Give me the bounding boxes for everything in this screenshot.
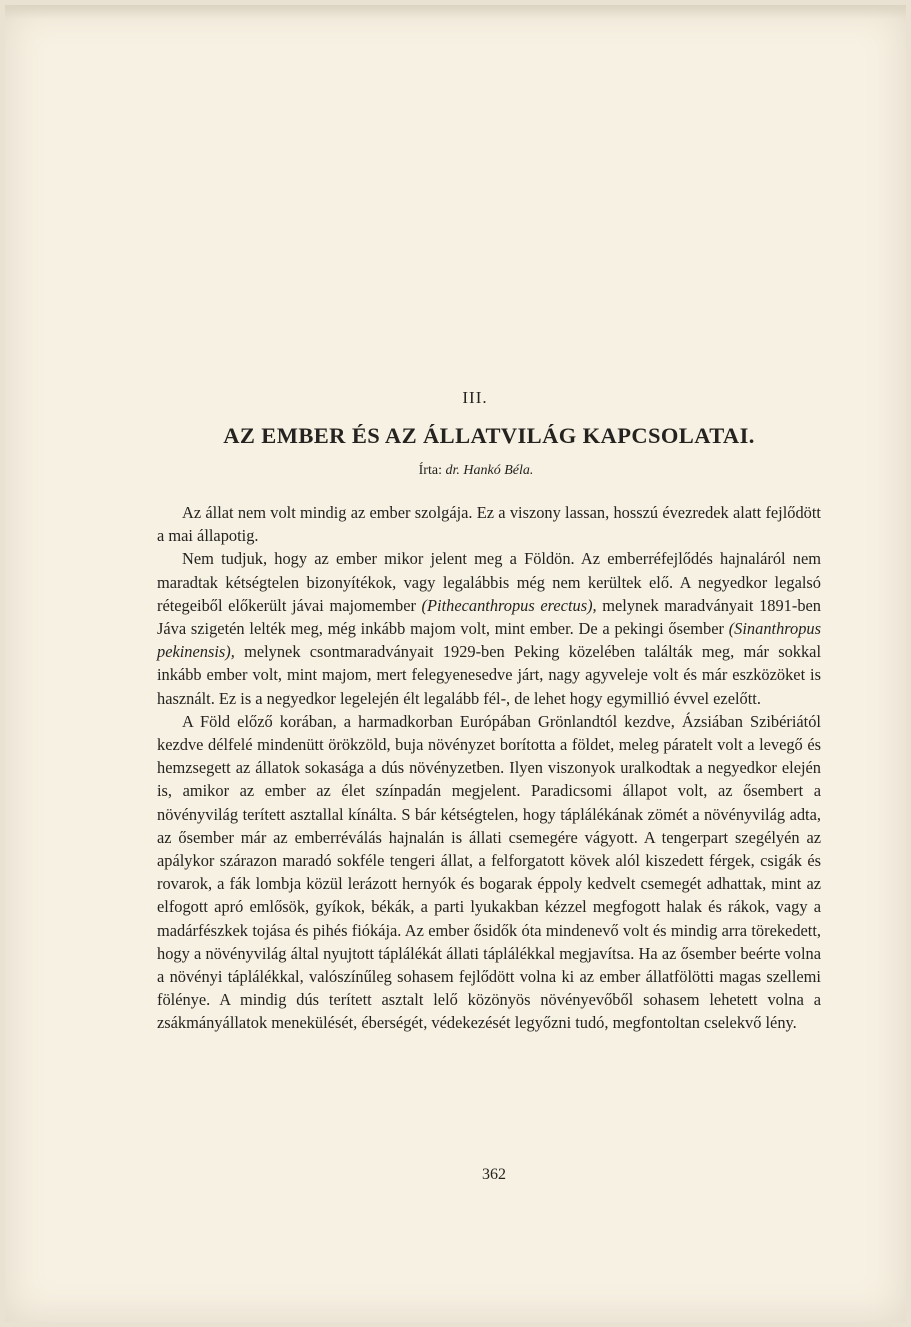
byline: [5, 463, 911, 479]
chapter-title: AZ EMBER ÉS AZ ÁLLATVILÁG KAPCSOLATAI.: [223, 423, 755, 448]
paragraph-2-text-e: melynek csontmaradványait 1929-ben Peking közelében találták meg, már sokkal inkább ember volt, mint majom, mert felegyenesedve járt, nagy agyveleje volt és már eszközöket is használt. Ez is a negyedkor legelején élt legalább fél-, de lehet hogy egymillió évvel ezelőtt.: [157, 642, 821, 708]
species-name-sinanthropus: (Sinanthropus pekinensis),: [157, 619, 821, 662]
book-page: [5, 5, 906, 1322]
paragraph-1: Az állat nem volt mindig az ember szolgája. Ez a viszony lassan, hosszú évezredek alatt fejlődött a mai állapotig.: [157, 503, 821, 546]
page-edge-shadow: [5, 5, 906, 19]
paragraph-2-text-a: Nem tudjuk, hogy az ember mikor jelent meg a Földön. Az emberréfejlődés hajnaláról nem maradtak kétségtelen bizonyítékok, vagy legalábbis még nem kerültek elő. A negyedkor legalsó rétegeiből előkerült jávai majomember: [157, 549, 821, 615]
byline-author: dr. Hankó Béla.: [445, 463, 534, 478]
paragraph-2: [157, 547, 821, 709]
article-body: [157, 501, 821, 1035]
paragraph-3: A Föld előző korában, a harmadkorban Európában Grönlandtól kezdve, Ázsiában Szibériától kezdve délfelé mindenütt örökzöld, buja növényzet borította a földet, meleg páratelt volt a levegő és hemzsegett az állatok sokasága a dús növényzetben. Ilyen viszonyok uralkodtak a negyedkor elején is, amikor az ember az élet színpadán megjelent. Paradicsomi állapot volt, az ősembert a növényvilág terített asztallal kínálta. S bár kétségtelen, hogy táplálékának zömét a növényvilág adta, az ősember már az emberréválás hajnalán is állati csemegére vágyott. A tengerpart szegélyén az apálykor szárazon maradó sokféle tengeri állat, a felforgatott kövek alól kiszedett férgek, csigák és rovarok, a fák lombja közül lerázott hernyók és bogarak éppoly kedvelt csemegét adhattak, mint az elfogott apró emlősök, gyíkok, békák, a parti lyukakban kézzel megfogott halak és rákok, vagy a madárfészkek tojása és pihés fiókája. Az ember ősidők óta mindenevő volt és mindig arra törekedett, hogy a növényvilág által nyujtott táplálékát állati táplálékkal megjavítsa. Ha az ősember beérte volna a növényi táplálékkal, valószínűleg sohasem fejlődött volna ki az ember állatfölötti magas szellemi fölénye. A mindig dús terített asztalt lelő közönyös növényevőből sohasem lehetett volna a zsákmányállatok menekülését, éberségét, védekezését legyőzni tudó, megfontoltan cselekvő lény.: [157, 711, 821, 1033]
species-name-pithecanthropus: (Pithecanthropus erectus),: [421, 595, 597, 615]
byline-prefix: Írta:: [418, 463, 446, 478]
chapter-number: III.: [462, 388, 488, 407]
paragraph-2-text-c: melynek maradványait 1891-ben Jáva szigetén lelték meg, még inkább majom volt, mint ember. De a pekingi ősember: [157, 595, 821, 639]
page-number: 362: [482, 1166, 506, 1183]
